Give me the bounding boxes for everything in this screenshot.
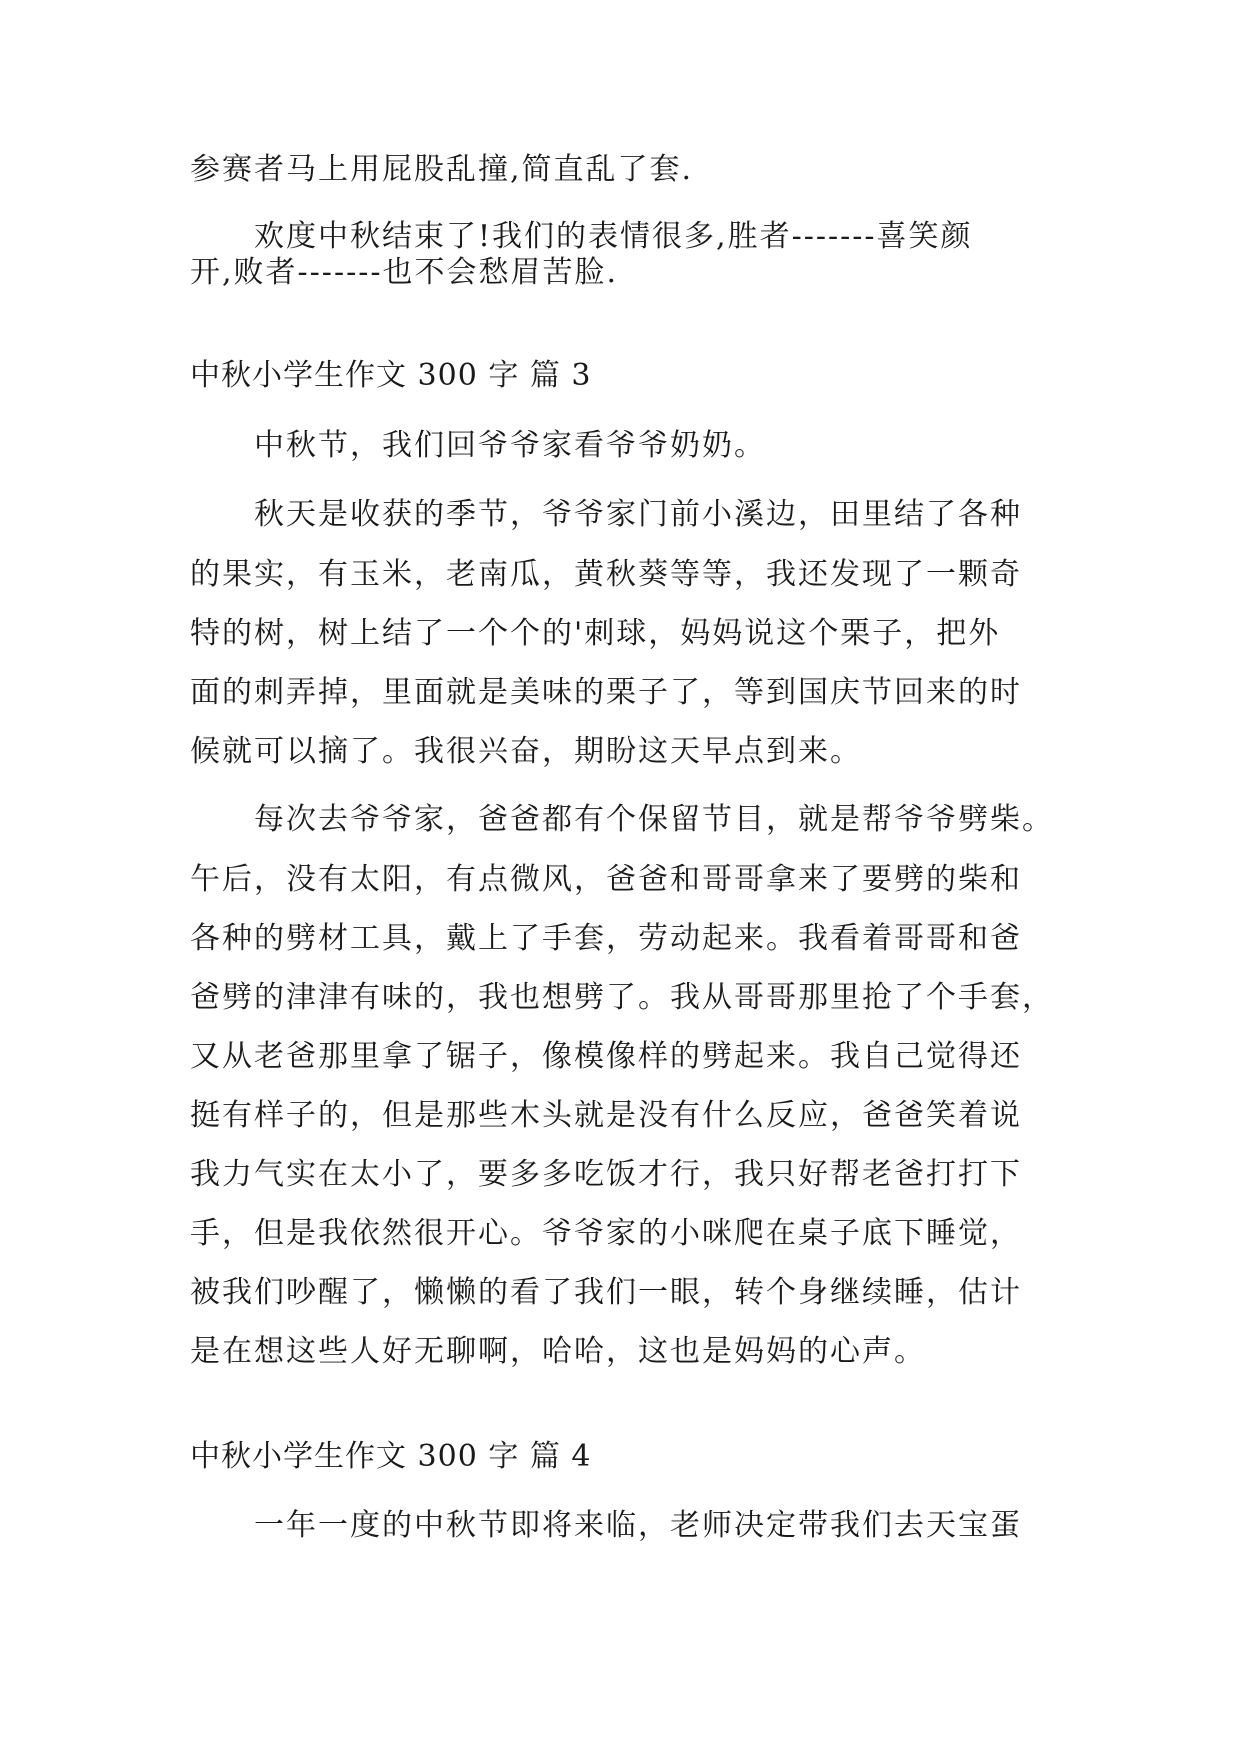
- paragraph-line: 爸劈的津津有味的，我也想劈了。我从哥哥那里抢了个手套，: [190, 980, 1054, 1015]
- paragraph-line: 欢度中秋结束了!我们的表情很多,胜者-------喜笑颜: [190, 219, 973, 254]
- paragraph-line: 又从老爸那里拿了锯子，像模像样的劈起来。我自己觉得还: [190, 1039, 1022, 1074]
- paragraph-line: 的果实，有玉米，老南瓜，黄秋葵等等，我还发现了一颗奇: [190, 557, 1022, 592]
- paragraph-line: 各种的劈材工具，戴上了手套，劳动起来。我看着哥哥和爸: [190, 921, 1022, 956]
- paragraph-line: 特的树，树上结了一个个的'刺球，妈妈说这个栗子，把外: [190, 616, 1001, 651]
- paragraph-line: 每次去爷爷家，爸爸都有个保留节目，就是帮爷爷劈柴。: [190, 802, 1054, 837]
- paragraph-line: 一年一度的中秋节即将来临，老师决定带我们去天宝蛋: [190, 1508, 1022, 1543]
- paragraph-line: 开,败者-------也不会愁眉苦脸.: [190, 255, 619, 290]
- paragraph-line: 我力气实在太小了，要多多吃饭才行，我只好帮老爸打打下: [190, 1157, 1022, 1192]
- paragraph-line: 参赛者马上用屁股乱撞,简直乱了套.: [190, 152, 694, 187]
- paragraph-line: 挺有样子的，但是那些木头就是没有什么反应，爸爸笑着说: [190, 1098, 1022, 1133]
- paragraph-line: 被我们吵醒了，懒懒的看了我们一眼，转个身继续睡，估计: [190, 1275, 1022, 1310]
- paragraph-line: 候就可以摘了。我很兴奋，期盼这天早点到来。: [190, 734, 862, 769]
- paragraph-line: 中秋节，我们回爷爷家看爷爷奶奶。: [190, 428, 766, 463]
- paragraph-line: 是在想这些人好无聊啊，哈哈，这也是妈妈的心声。: [190, 1334, 926, 1369]
- section-3-heading: 中秋小学生作文 300 字 篇 3: [190, 358, 592, 393]
- paragraph-line: 秋天是收获的季节，爷爷家门前小溪边，田里结了各种: [190, 497, 1022, 532]
- paragraph-line: 午后，没有太阳，有点微风，爸爸和哥哥拿来了要劈的柴和: [190, 862, 1022, 897]
- paragraph-line: 手，但是我依然很开心。爷爷家的小咪爬在桌子底下睡觉，: [190, 1216, 1022, 1251]
- section-4-heading: 中秋小学生作文 300 字 篇 4: [190, 1439, 592, 1474]
- paragraph-line: 面的刺弄掉，里面就是美味的栗子了，等到国庆节回来的时: [190, 675, 1022, 710]
